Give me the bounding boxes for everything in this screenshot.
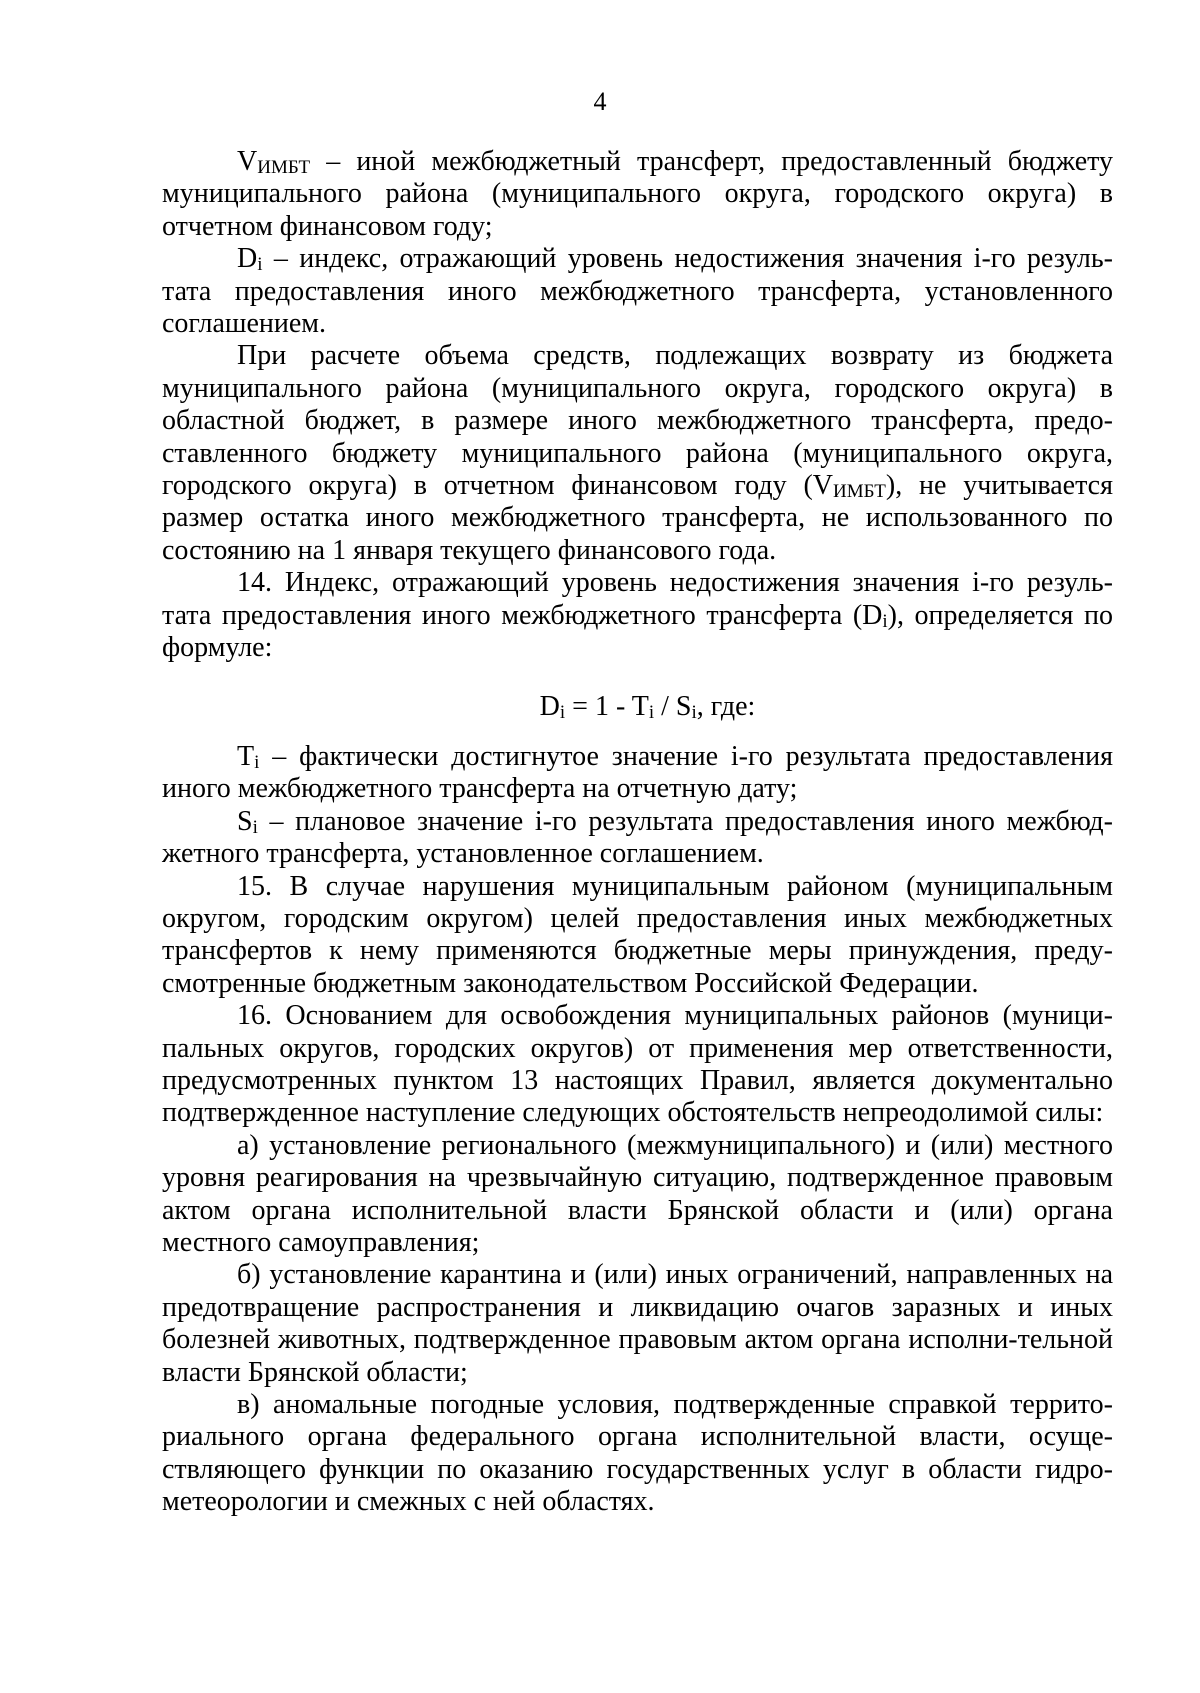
list-item-a: а) установление регионального (межмуниципального) и (или) местного уровня реагирования на чрезвычайную ситуацию, подтвержденное правовым актом органа исполнительной власти Брянской области и (или) органа местного самоуправления; bbox=[162, 1129, 1113, 1258]
paragraph-si-definition: $S_i$ – плановое значение i-го результата предоставления иного межбюд-жетного трансферта, установленное соглашением. bbox=[162, 805, 1113, 870]
subscript: ИМБТ bbox=[257, 157, 311, 178]
list-item-v: в) аномальные погодные условия, подтвержденные справкой террито-риального органа федерального органа исполнительной власти, осуще-ствляющего функции по оказанию государственных услуг в области гидро-метеорологии и смежных с ней областях. bbox=[162, 1389, 1113, 1518]
paragraph-di-definition: $D_i$ – индекс, отражающий уровень недостижения значения i-го резуль-тата предоставления иного межбюджетного трансферта, установленного соглашением. bbox=[162, 243, 1113, 340]
paragraph-16-exemption: 16. Основанием для освобождения муниципальных районов (муници-пальных округов, городских округов) от применения мер ответственности, предусмотренных пунктом 13 настоящих Правил, является документально подтвержденное наступление следующих обстоятельств непреодолимой силы: bbox=[162, 1000, 1113, 1129]
subscript: ИМБТ bbox=[833, 481, 886, 503]
subscript: i bbox=[882, 610, 888, 632]
list-item-b: б) установление карантина и (или) иных ограничений, направленных на предотвращение распространения и ликвидацию очагов заразных и иных болезней животных, подтвержденное правовым актом органа исполни-тельной власти Брянской области; bbox=[162, 1259, 1113, 1388]
paragraph-v-imbt-definition: $V_{ИМБТ}$ – иной межбюджетный трансферт, предоставленный бюджету муниципального района (муниципального округа, городского округа) в отчетном финансовом году; bbox=[162, 146, 1113, 242]
page-number: 4 bbox=[593, 87, 607, 116]
subscript: i bbox=[559, 701, 566, 723]
formula: $D_i = 1 - T_i / S_i$, где: bbox=[539, 690, 756, 723]
subscript: i bbox=[254, 751, 260, 773]
subscript: i bbox=[691, 701, 697, 723]
paragraph-refund-calculation: При расчете объема средств, подлежащих возврату из бюджета муниципального района (муниципального округа, городского округа) в областной бюджет, в размере иного межбюджетного трансферта, предо-ставленного бюджету муниципального района (муниципального округа, городского округа) в отчетном финансовом году $(V_{ИМБТ})$, не учитывается размер остатка иного межбюджетного трансферта, не использованного по состоянию на 1 января текущего финансового года. bbox=[162, 340, 1113, 566]
subscript: i bbox=[252, 816, 258, 838]
paragraph-ti-definition: $T_i$ – фактически достигнутое значение i-го результата предоставления иного межбюджетного трансферта на отчетную дату; bbox=[162, 740, 1113, 805]
paragraph-15-violation: 15. В случае нарушения муниципальным районом (муниципальным округом, городским округом) целей предоставления иных межбюджетных трансфертов к нему применяются бюджетные меры принуждения, преду-смотренные бюджетным законодательством Российской Федерации. bbox=[162, 870, 1113, 999]
subscript: i bbox=[648, 701, 655, 723]
paragraph-14-index: 14. Индекс, отражающий уровень недостижения значения i-го резуль-тата предоставления иного межбюджетного трансферта $(D_i)$, определяется по формуле: bbox=[162, 567, 1113, 664]
document-body bbox=[162, 146, 1113, 1519]
subscript: i bbox=[257, 254, 263, 276]
